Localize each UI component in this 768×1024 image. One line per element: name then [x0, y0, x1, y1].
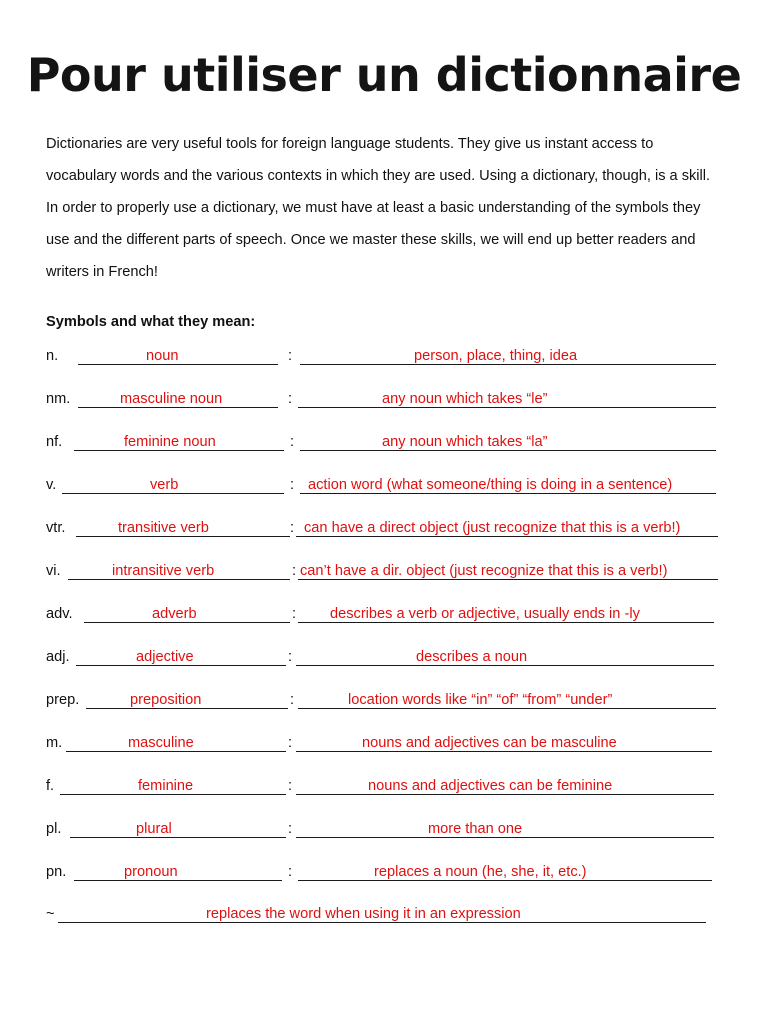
entry-row [46, 862, 726, 884]
entry-symbol: adv. [46, 606, 73, 622]
entry-meaning: nouns and adjectives can be masculine [362, 735, 617, 751]
entry-meaning: location words like “in” “of” “from” “under” [348, 692, 613, 708]
entry-term: plural [136, 821, 172, 837]
entry-symbol: f. [46, 778, 55, 794]
colon: : [288, 821, 293, 837]
entry-symbol: n. [46, 348, 59, 364]
entry-row [46, 604, 726, 626]
entry-meaning: nouns and adjectives can be feminine [368, 778, 613, 794]
entry-term: adverb [152, 606, 197, 622]
entry-row [46, 561, 726, 583]
entry-term: feminine noun [124, 434, 216, 450]
entry-symbol: prep. [46, 692, 80, 708]
colon: : [288, 735, 293, 751]
term-blank [70, 837, 286, 838]
colon: : [290, 692, 295, 708]
colon: : [288, 864, 293, 880]
entry-meaning: describes a noun [416, 649, 528, 665]
entry-symbol: nm. [46, 391, 71, 407]
entry-row [46, 647, 726, 669]
entry-meaning: describes a verb or adjective, usually ends in -ly [330, 606, 640, 622]
entry-row [46, 776, 726, 798]
entry-meaning: replaces the word when using it in an expression [206, 906, 521, 922]
entry-symbol: pl. [46, 821, 62, 837]
entry-term: pronoun [124, 864, 178, 880]
entry-symbol: v. [46, 477, 57, 493]
colon: : [288, 649, 293, 665]
entry-row [46, 432, 726, 454]
entry-meaning: person, place, thing, idea [414, 348, 578, 364]
colon: : [290, 520, 295, 536]
entry-term: feminine [138, 778, 194, 794]
colon: : [288, 778, 293, 794]
entry-row [46, 819, 726, 841]
entry-meaning: can have a direct object (just recognize that this is a verb!) [304, 520, 681, 536]
entry-symbol: pn. [46, 864, 67, 880]
colon: : [292, 563, 297, 579]
intro-paragraph: Dictionaries are very useful tools for foreign language students. They give us instant access to vocabulary words and the various contexts in which they are used. Using a dictionary, though, is a skill. In order to properly use a dictionary, we must have at least a basic understanding of the symbols they use and the different parts of speech. Once we master these skills, we will end up better readers and writers in French! [46, 136, 711, 280]
entry-symbol: ~ [46, 906, 55, 922]
entry-term: intransitive verb [112, 563, 215, 579]
worksheet-title: Pour utiliser un dictionnaire [26, 48, 742, 102]
entry-term: transitive verb [118, 520, 209, 536]
colon: : [292, 606, 297, 622]
entry-term: verb [150, 477, 179, 493]
entry-row-tilde [46, 904, 726, 926]
entry-meaning: any noun which takes “la” [382, 434, 548, 450]
entry-symbol: adj. [46, 649, 70, 665]
entry-symbol: vtr. [46, 520, 66, 536]
entry-row [46, 518, 726, 540]
entry-term: adjective [136, 649, 194, 665]
colon: : [290, 477, 295, 493]
entry-symbol: vi. [46, 563, 61, 579]
entry-row [46, 475, 726, 497]
entry-meaning: action word (what someone/thing is doing in a sentence) [308, 477, 673, 493]
entry-row [46, 733, 726, 755]
entry-row [46, 346, 726, 368]
entry-meaning: replaces a noun (he, she, it, etc.) [374, 864, 587, 880]
symbols-heading: Symbols and what they mean: [46, 314, 256, 330]
entry-meaning: can’t have a dir. object (just recognize that this is a verb!) [300, 563, 668, 579]
entry-term: masculine noun [120, 391, 223, 407]
entry-term: noun [146, 348, 179, 364]
entry-symbol: m. [46, 735, 63, 751]
colon: : [288, 391, 293, 407]
entry-term: masculine [128, 735, 194, 751]
colon: : [290, 434, 295, 450]
colon: : [288, 348, 293, 364]
term-blank [74, 880, 282, 881]
entry-symbol: nf. [46, 434, 63, 450]
entry-meaning: any noun which takes “le” [382, 391, 548, 407]
entry-meaning: more than one [428, 821, 523, 837]
entry-term: preposition [130, 692, 202, 708]
entry-row [46, 389, 726, 411]
entry-row [46, 690, 726, 712]
